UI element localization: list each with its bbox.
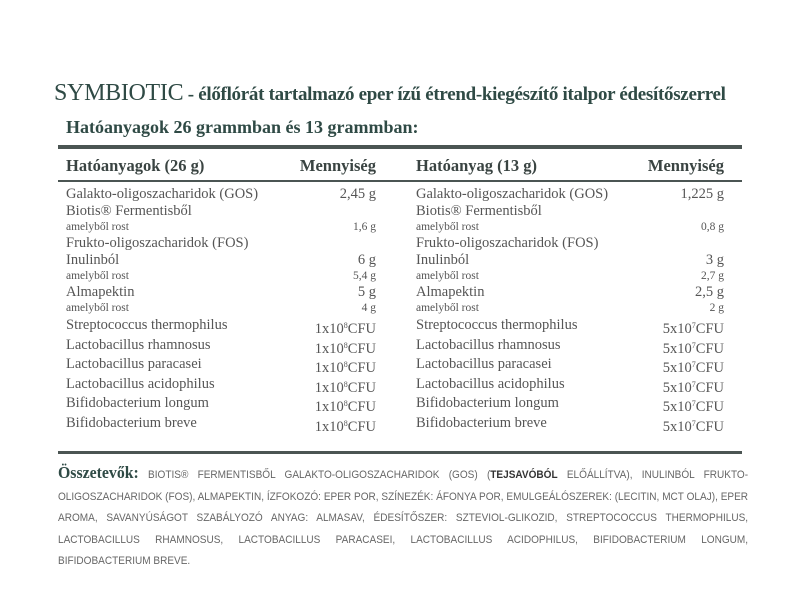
table-row [66, 316, 376, 336]
ingredient-name: Lactobacillus rhamnosus [416, 336, 561, 353]
ingredient-amount: 5,4 g [353, 270, 376, 282]
ingredient-name: Frukto-oligoszacharidok (FOS) Inulinból [416, 235, 599, 268]
table-row [416, 316, 724, 336]
exponent: 8 [343, 360, 348, 370]
ingredient-amount: $5x10^7CFU$ [662, 418, 724, 435]
exponent: 7 [691, 321, 696, 330]
exponent: 8 [343, 340, 348, 350]
exponent: 8 [343, 379, 348, 389]
table-body [66, 186, 376, 434]
table-row [66, 186, 376, 220]
table-top-rule [58, 145, 742, 149]
exponent: 8 [343, 418, 348, 428]
table-row [66, 336, 376, 356]
ingredient-name: Almapektin [66, 284, 135, 300]
header-quantity: Mennyiség [299, 156, 376, 175]
ingredient-amount: 4 g [361, 302, 376, 314]
header-name: Hatóanyag (13 g) [416, 156, 537, 175]
table-row [66, 394, 376, 414]
table-row [416, 414, 724, 434]
table-row [66, 220, 376, 235]
header-name: Hatóanyagok (26 g) [66, 156, 205, 175]
ingredient-amount: $1x10^8CFU$ [314, 418, 376, 435]
ingredient-amount: 2 g [709, 302, 724, 314]
ingredient-amount: 5 g [357, 284, 376, 300]
ingredient-name: Streptococcus thermophilus [66, 317, 228, 333]
ingredients-table-26g [66, 152, 376, 434]
table-row [416, 394, 724, 414]
table-row [416, 375, 724, 395]
ingredient-name: Lactobacillus paracasei [66, 356, 202, 373]
section-heading: Hatóanyagok 26 grammban és 13 grammban: [66, 117, 419, 137]
ingredient-amount: 1,6 g [353, 221, 376, 233]
header-quantity: Mennyiség [647, 156, 724, 175]
table-row [66, 269, 376, 284]
table-row [416, 284, 724, 301]
table-row [416, 301, 724, 316]
table-bottom-rule [58, 451, 742, 454]
table-row [66, 355, 376, 375]
table-row [66, 375, 376, 395]
table-header [66, 152, 376, 180]
ingredient-name: Lactobacillus acidophilus [416, 375, 565, 392]
ingredient-name: Bifidobacterium longum [416, 395, 559, 412]
ingredient-name: Galakto-oligoszacharidok (GOS) Biotis® Fermentisből [416, 186, 609, 219]
ingredients-label: Összetevők: [58, 463, 139, 482]
table-row [66, 301, 376, 316]
ingredient-name: Bifidobacterium breve [66, 414, 197, 431]
ingredient-name: Almapektin [416, 284, 485, 300]
ingredient-name: Bifidobacterium breve [416, 414, 547, 431]
ingredient-name: amelyből rost [416, 221, 479, 233]
ingredient-amount: 1,225 g [680, 186, 724, 202]
ingredient-amount: 0,8 g [701, 221, 724, 233]
ingredients-table-13g [416, 152, 724, 434]
table-row [416, 235, 724, 269]
ingredient-amount: 6 g [357, 252, 376, 268]
ingredient-amount: 2,7 g [701, 270, 724, 282]
ingredient-amount: 2,45 g [339, 186, 376, 202]
ingredient-amount: 2,5 g [695, 284, 724, 300]
exponent: 7 [691, 360, 696, 370]
ingredient-name: Lactobacillus paracasei [416, 356, 552, 373]
ingredient-name: amelyből rost [416, 270, 479, 282]
product-title [54, 80, 726, 107]
ingredient-name: amelyből rost [66, 270, 129, 282]
ingredient-name: Frukto-oligoszacharidok (FOS) Inulinból [66, 235, 249, 268]
table-row [66, 414, 376, 434]
ingredient-amount: $5x10^7CFU$ [662, 340, 724, 357]
ingredient-amount: $5x10^7CFU$ [662, 379, 724, 396]
ingredient-amount: $1x10^8CFU$ [314, 360, 376, 377]
ingredient-amount: $1x10^8CFU$ [314, 340, 376, 357]
ingredient-amount: $5x10^7CFU$ [662, 399, 724, 416]
ingredient-name: Galakto-oligoszacharidok (GOS) Biotis® Fermentisből [66, 186, 259, 219]
exponent: 8 [343, 399, 348, 409]
ingredient-name: Lactobacillus rhamnosus [66, 336, 211, 353]
ingredient-name: amelyből rost [66, 302, 129, 314]
ingredient-amount: 3 g [705, 252, 724, 268]
table-row [66, 284, 376, 301]
product-description: - élőflórát tartalmazó eper ízű étrend-kiegészítő italpor édesítőszerrel [183, 84, 726, 105]
allergen: TEJSAVÓBÓL [490, 469, 558, 481]
table-row [66, 235, 376, 269]
exponent: 7 [691, 399, 696, 409]
ingredient-name: amelyből rost [416, 302, 479, 314]
table-row [416, 220, 724, 235]
table-body [416, 186, 724, 434]
exponent: 7 [691, 340, 696, 350]
ingredient-name: amelyből rost [66, 221, 129, 233]
table-row [416, 269, 724, 284]
ingredients-text-2: ELŐÁLLÍTVA), INULINBÓL FRUKTO-OLIGOSZACHARIDOK (FOS), ALMAPEKTIN, ÍZFOKOZÓ: EPER POR, SZÍNEZÉK: ÁFONYA POR, EMULGEÁLÓSZEREK: (LECITIN, MCT OLAJ), EPER AROMA, SAVANYÚSÁGOT SZABÁLYOZÓ ANYAG: ALMASAV, ÉDESÍTŐSZER: SZTEVIOL-GLIKOZID, STREPTOCOCCUS THERMOPHILUS, LACTOBACILLUS RHAMNOSUS, LACTOBACILLUS PARACASEI, LACTOBACILLUS ACIDOPHILUS, BIFIDOBACTERIUM LONGUM, BIFIDOBACTERIUM BREVE. [58, 469, 749, 567]
ingredient-amount: $5x10^7CFU$ [662, 321, 724, 337]
exponent: 7 [691, 418, 696, 428]
ingredient-amount: $1x10^8CFU$ [314, 379, 376, 396]
table-row [416, 186, 724, 220]
ingredient-name: Streptococcus thermophilus [416, 317, 578, 333]
ingredient-name: Lactobacillus acidophilus [66, 375, 215, 392]
table-header [416, 152, 724, 180]
ingredient-amount: $1x10^8CFU$ [314, 399, 376, 416]
table-row [416, 336, 724, 356]
exponent: 8 [343, 321, 348, 330]
table-row [416, 355, 724, 375]
brand-name: SYMBIOTIC [54, 80, 184, 106]
ingredients-list [58, 462, 748, 573]
ingredient-amount: $1x10^8CFU$ [314, 321, 376, 337]
exponent: 7 [691, 379, 696, 389]
ingredient-name: Bifidobacterium longum [66, 395, 209, 412]
ingredients-text-1: BIOTIS® FERMENTISBŐL GALAKTO-OLIGOSZACHARIDOK (GOS) ( [138, 469, 491, 481]
ingredient-amount: $5x10^7CFU$ [662, 360, 724, 377]
